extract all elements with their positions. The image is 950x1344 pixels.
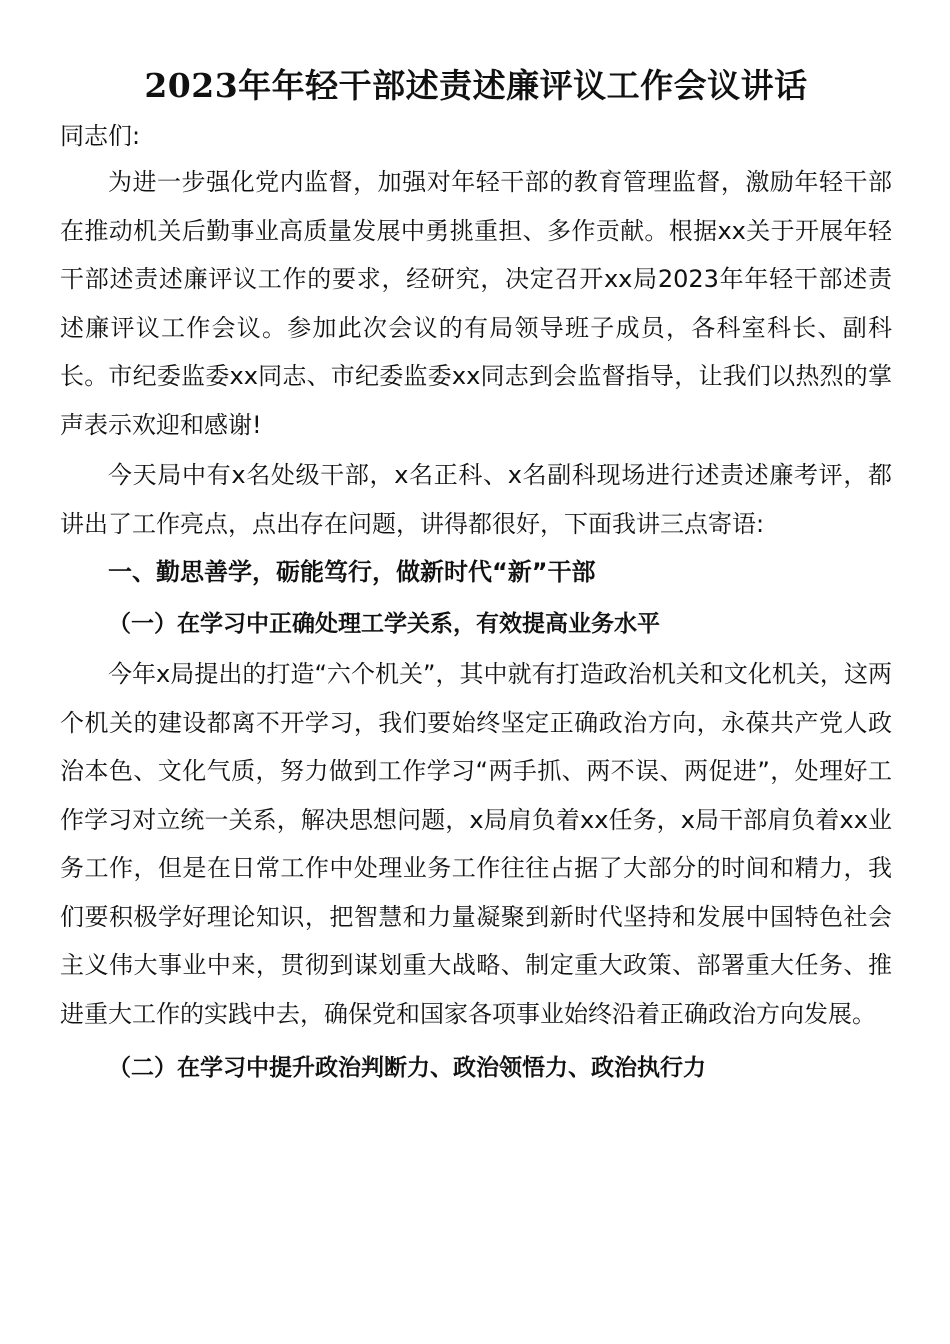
paragraph-today: 今天局中有x名处级干部，x名正科、x名副科现场进行述责述廉考评，都讲出了工作亮点，点出存在问题，讲得都很好，下面我讲三点寄语: — [60, 461, 892, 538]
subsection-heading-1: （一）在学习中正确处理工学关系，有效提高业务水平 — [108, 610, 660, 637]
document-title: 2023年年轻干部述责述廉评议工作会议讲话 — [144, 66, 808, 105]
section-heading-1: 一、勤思善学，砺能笃行，做新时代“新”干部 — [108, 558, 596, 586]
paragraph-intro: 为进一步强化党内监督，加强对年轻干部的教育管理监督，激励年轻干部在推动机关后勤事业高质量发展中勇挑重担、多作贡献。根据xx关于开展年轻干部述责述廉评议工作的要求，经研究，决定召开xx局2023年年轻干部述责述廉评议工作会议。参加此次会议的有局领导班子成员，各科室科长、副科长。市纪委监委xx同志、市纪委监委xx同志到会监督指导，让我们以热烈的掌声表示欢迎和感谢! — [60, 168, 892, 439]
salutation: 同志们: — [60, 122, 141, 150]
subsection-heading-2: （二）在学习中提升政治判断力、政治领悟力、政治执行力 — [108, 1054, 706, 1081]
paragraph-study: 今年x局提出的打造“六个机关”，其中就有打造政治机关和文化机关，这两个机关的建设都离不开学习，我们要始终坚定正确政治方向，永葆共产党人政治本色、文化气质，努力做到工作学习“两手抓、两不误、两促进”，处理好工作学习对立统一关系，解决思想问题，x局肩负着xx任务，x局干部肩负着xx业务工作，但是在日常工作中处理业务工作往往占据了大部分的时间和精力，我们要积极学好理论知识，把智慧和力量凝聚到新时代坚持和发展中国特色社会主义伟大事业中来，贯彻到谋划重大战略、制定重大政策、部署重大任务、推进重大工作的实践中去，确保党和国家各项事业始终沿着正确政治方向发展。 — [60, 660, 892, 1028]
document-page — [60, 60, 892, 1092]
